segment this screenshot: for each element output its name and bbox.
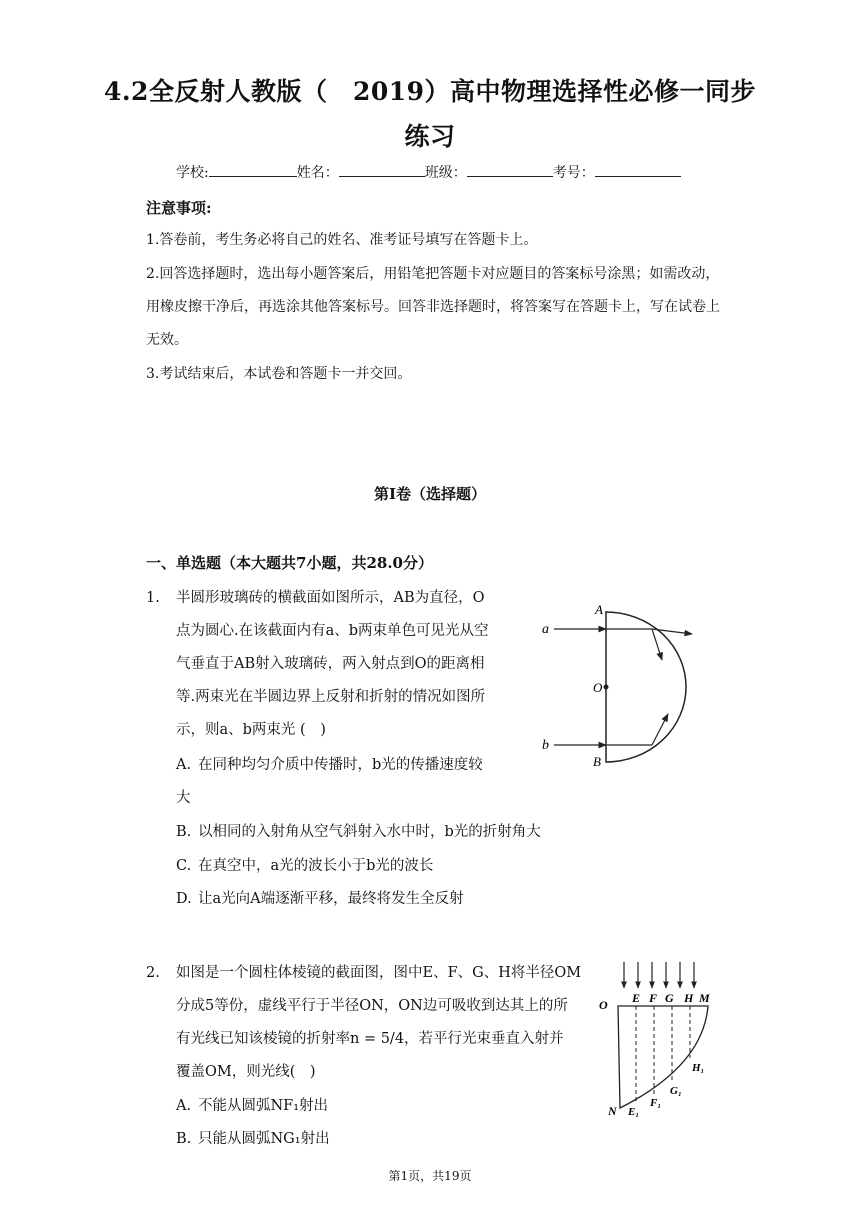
option-text: 在同种均匀介质中传播时，b光的传播速度较 — [198, 757, 483, 773]
question-1-number: 1. — [146, 590, 160, 606]
notice-item-2: 2.回答选择题时，选出每小题答案后，用铅笔把答题卡对应题目的答案标号涂黑；如需改动，用橡皮擦干净后，再选涂其他答案标号。回答非选择题时，将答案写在答题卡上，写在试卷上无效。 — [146, 266, 720, 348]
semicircle-outline — [606, 612, 686, 762]
option-text: 让a光向A端逐渐平移，最终将发生全反射 — [198, 891, 464, 907]
label-b-point: B — [593, 754, 601, 769]
question-2-stem-line: 如图是一个圆柱体棱镜的截面图，图中E、F、G、H将半径OM — [176, 965, 582, 981]
ray-a-refracted — [652, 629, 692, 634]
page-title-line-1: 4.2全反射人教版（ 2019）高中物理选择性必修一同步 — [103, 77, 757, 106]
question-1-stem-line: 半圆形玻璃砖的横截面如图所示，AB为直径，O — [176, 590, 485, 606]
class-blank[interactable] — [467, 162, 553, 177]
label-g: G — [665, 991, 674, 1005]
notice-item-3: 3.考试结束后，本试卷和答题卡一并交回。 — [146, 366, 412, 382]
question-1-stem-line: 点为圆心.在该截面内有a、b两束单色可见光从空 — [176, 623, 489, 639]
school-label: 学校: — [176, 165, 209, 181]
label-a-ray: a — [542, 622, 549, 637]
option-text: 以相同的入射角从空气斜射入水中时，b光的折射角大 — [198, 824, 541, 840]
question-2-option-a[interactable] — [176, 1090, 328, 1123]
question-1-figure — [536, 598, 700, 776]
name-label: 姓名： — [296, 165, 339, 181]
school-blank[interactable] — [209, 162, 297, 177]
option-label: B. — [176, 1131, 192, 1147]
notice-item-1: 1.答卷前，考生务必将自己的姓名、准考证号填写在答题卡上。 — [146, 232, 538, 248]
name-blank[interactable] — [339, 162, 425, 177]
option-label: A. — [176, 1098, 192, 1114]
page-footer: 第1页，共19页 — [388, 1169, 472, 1183]
student-info — [176, 162, 681, 182]
label-a-point: A — [595, 602, 603, 617]
option-label: C. — [176, 858, 192, 874]
exam-no-label: 考号： — [552, 165, 595, 181]
label-n: N — [608, 1104, 617, 1118]
page-title-line-2: 练习 — [404, 122, 456, 151]
question-1-option-c[interactable] — [176, 850, 433, 883]
question-1-option-a[interactable] — [176, 749, 483, 782]
label-f: F — [649, 991, 658, 1005]
label-m: M — [699, 991, 710, 1005]
question-1-option-a-continued — [176, 782, 191, 815]
ray-a-reflected — [652, 629, 662, 660]
label-g1: G₁ — [670, 1085, 682, 1097]
option-label: D. — [176, 891, 192, 907]
option-text: 在真空中，a光的波长小于b光的波长 — [198, 858, 434, 874]
label-h: H — [684, 991, 694, 1005]
question-1-option-b[interactable] — [176, 816, 541, 849]
option-label: A. — [176, 757, 192, 773]
center-point-o — [604, 685, 609, 690]
question-1-stem-line: 气垂直于AB射入玻璃砖，两入射点到O的距离相 — [176, 656, 485, 672]
option-label: B. — [176, 824, 192, 840]
question-1-stem-line: 示，则a、b两束光 ( ) — [176, 722, 326, 738]
section-heading: 一、单选题（本大题共7小题，共28.0分） — [146, 554, 433, 572]
option-text: 不能从圆弧NF₁射出 — [198, 1098, 329, 1114]
option-text: 只能从圆弧NG₁射出 — [198, 1131, 330, 1147]
question-2-number: 2. — [146, 965, 160, 981]
notice-heading: 注意事项: — [146, 199, 212, 217]
ray-b-reflected — [652, 714, 668, 745]
question-1-stem-line: 等.两束光在半圆边界上反射和折射的情况如图所 — [176, 689, 486, 705]
question-2-figure — [598, 956, 718, 1118]
label-e1: E₁ — [628, 1106, 640, 1118]
question-1-option-d[interactable] — [176, 883, 464, 916]
question-2-stem-line: 分成5等份，虚线平行于半径ON，ON边可吸收到达其上的所 — [176, 998, 568, 1014]
class-label: 班级： — [424, 165, 467, 181]
option-text: 大 — [176, 790, 191, 806]
label-o: O — [599, 998, 608, 1012]
question-2-stem-line: 有光线已知该棱镜的折射率n = 5/4，若平行光束垂直入射并 — [176, 1031, 564, 1047]
label-h1: H₁ — [692, 1062, 705, 1074]
prism-outline — [618, 1006, 708, 1108]
exam-no-blank[interactable] — [595, 162, 681, 177]
question-2-option-b[interactable] — [176, 1123, 330, 1156]
label-e: E — [632, 991, 641, 1005]
label-f1: F₁ — [650, 1097, 662, 1109]
label-b-ray: b — [542, 738, 549, 753]
part-title: 第I卷（选择题） — [373, 485, 487, 503]
question-2-stem-line: 覆盖OM，则光线( ) — [176, 1064, 316, 1080]
label-o-point: O — [593, 680, 603, 695]
